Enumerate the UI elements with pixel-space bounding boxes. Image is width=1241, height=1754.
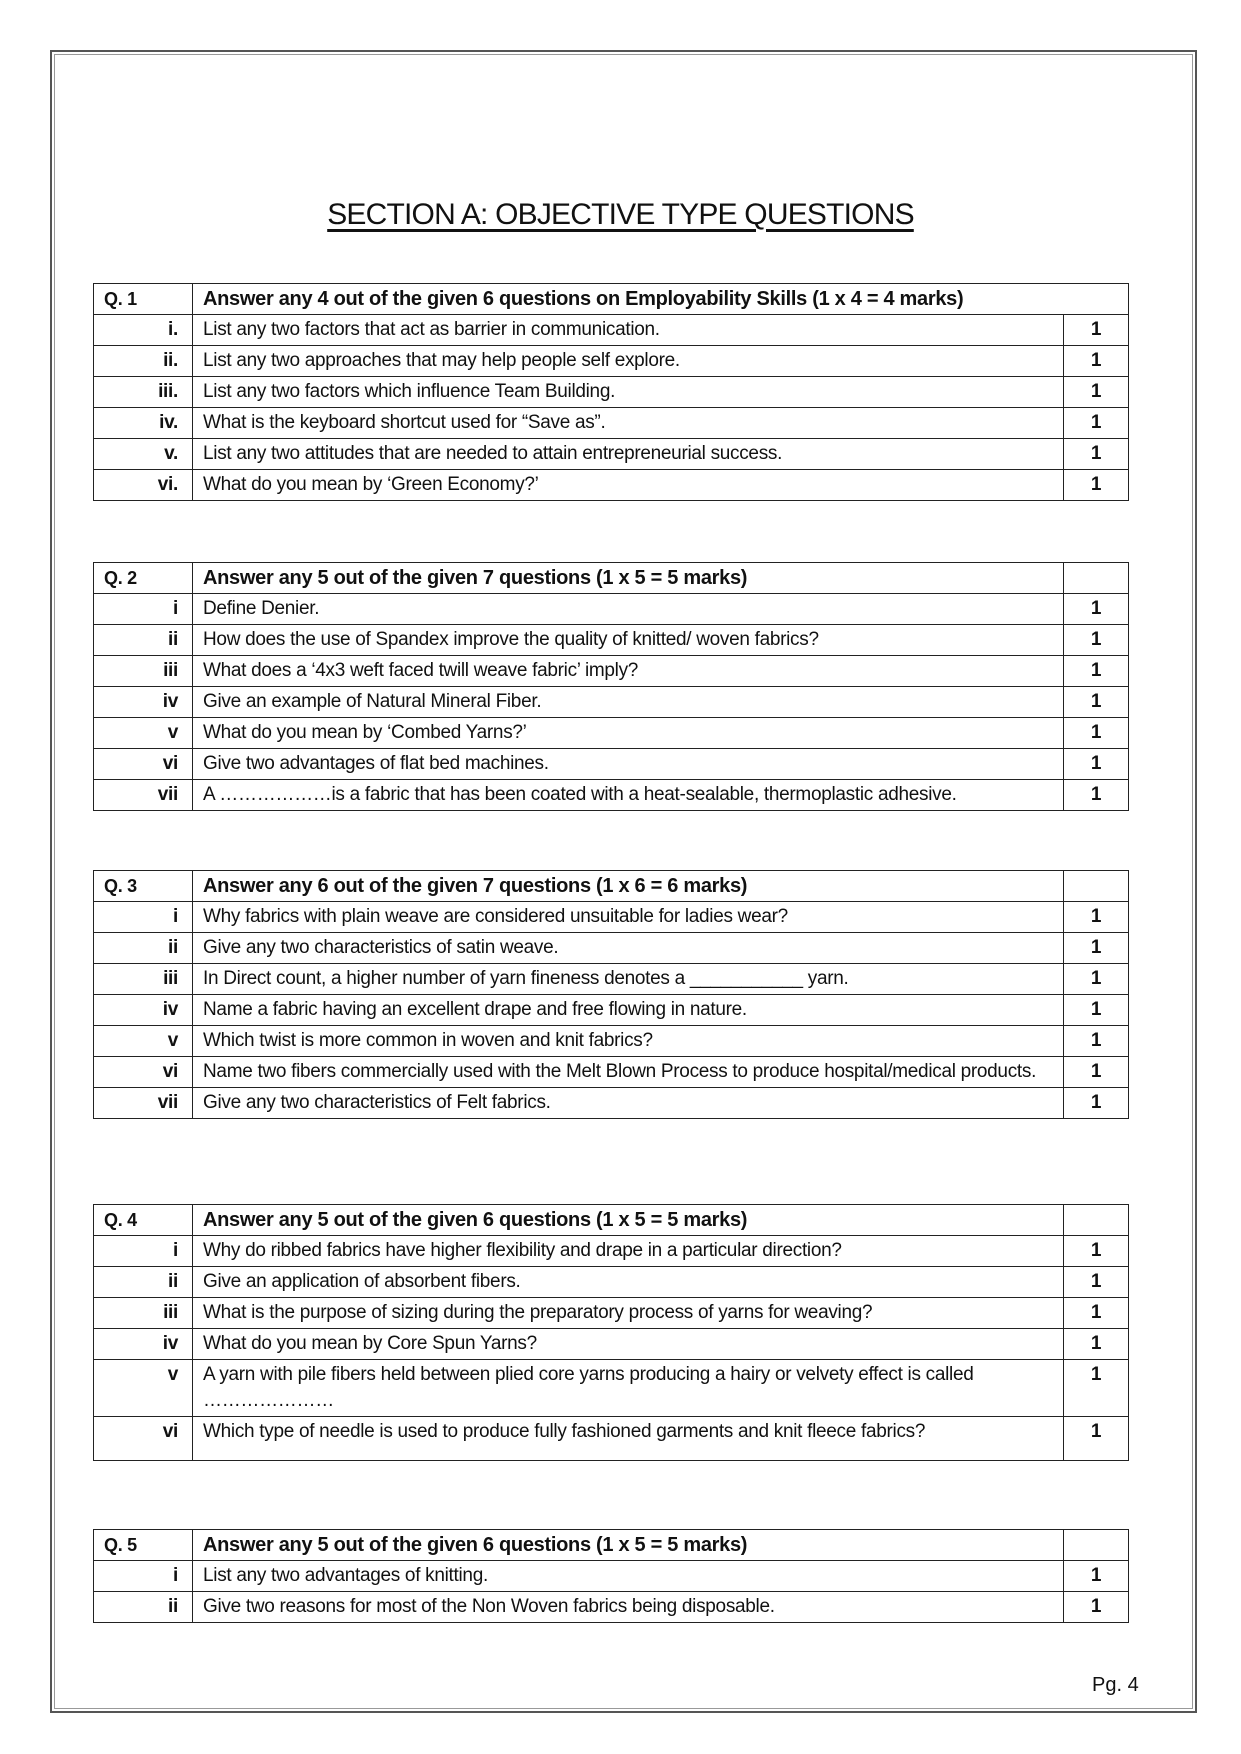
item-marks: 1 — [1064, 933, 1129, 964]
table-row — [94, 780, 1129, 811]
item-text: What do you mean by ‘Green Economy?’ — [193, 470, 1064, 501]
item-number: vi — [94, 749, 193, 780]
item-text: List any two factors which influence Team Building. — [193, 377, 1064, 408]
item-number: iv — [94, 1329, 193, 1360]
item-text: What do you mean by Core Spun Yarns? — [193, 1329, 1064, 1360]
item-text: What does a ‘4x3 weft faced twill weave fabric’ imply? — [193, 656, 1064, 687]
item-text: List any two factors that act as barrier in communication. — [193, 315, 1064, 346]
item-marks: 1 — [1064, 1088, 1129, 1119]
item-marks: 1 — [1064, 1236, 1129, 1267]
item-marks: 1 — [1064, 1417, 1129, 1461]
item-marks: 1 — [1064, 1267, 1129, 1298]
item-marks: 1 — [1064, 718, 1129, 749]
table-row — [94, 1592, 1129, 1623]
table-row — [94, 656, 1129, 687]
table-row — [94, 315, 1129, 346]
table-row — [94, 687, 1129, 718]
question-table-1 — [93, 283, 1129, 501]
table-row — [94, 1360, 1129, 1417]
item-number: i — [94, 902, 193, 933]
item-marks: 1 — [1064, 1360, 1129, 1417]
table-row — [94, 964, 1129, 995]
table-row — [94, 1329, 1129, 1360]
item-marks: 1 — [1064, 408, 1129, 439]
item-number: iv — [94, 995, 193, 1026]
table-row — [94, 718, 1129, 749]
item-number: vi — [94, 1417, 193, 1461]
item-marks: 1 — [1064, 377, 1129, 408]
item-text: A yarn with pile fibers held between plied core yarns producing a hairy or velvety effect is called ………………… — [193, 1360, 1064, 1417]
question-instruction: Answer any 5 out of the given 6 questions (1 x 5 = 5 marks) — [193, 1205, 1064, 1236]
item-text: Define Denier. — [193, 594, 1064, 625]
item-number: iii — [94, 964, 193, 995]
table-row — [94, 1088, 1129, 1119]
table-row — [94, 1236, 1129, 1267]
table-row — [94, 1417, 1129, 1461]
item-number: v — [94, 718, 193, 749]
item-text: List any two approaches that may help people self explore. — [193, 346, 1064, 377]
question-table-4 — [93, 1204, 1129, 1461]
item-text: Give any two characteristics of satin weave. — [193, 933, 1064, 964]
item-text: List any two advantages of knitting. — [193, 1561, 1064, 1592]
table-row — [94, 346, 1129, 377]
item-number: ii — [94, 933, 193, 964]
question-header — [94, 1205, 1129, 1236]
item-text: Name a fabric having an excellent drape and free flowing in nature. — [193, 995, 1064, 1026]
item-marks: 1 — [1064, 687, 1129, 718]
item-text: In Direct count, a higher number of yarn fineness denotes a ___________ yarn. — [193, 964, 1064, 995]
table-row — [94, 408, 1129, 439]
item-marks: 1 — [1064, 1026, 1129, 1057]
item-marks: 1 — [1064, 1329, 1129, 1360]
question-table-5 — [93, 1529, 1129, 1623]
item-text: Give two advantages of flat bed machines. — [193, 749, 1064, 780]
table-row — [94, 749, 1129, 780]
item-number: i — [94, 1561, 193, 1592]
table-row — [94, 1026, 1129, 1057]
item-marks: 1 — [1064, 625, 1129, 656]
item-number: i. — [94, 315, 193, 346]
page-number: Pg. 4 — [1092, 1674, 1139, 1696]
item-text: Give an example of Natural Mineral Fiber. — [193, 687, 1064, 718]
item-text: What is the keyboard shortcut used for “Save as”. — [193, 408, 1064, 439]
question-header — [94, 871, 1129, 902]
table-row — [94, 902, 1129, 933]
item-marks: 1 — [1064, 780, 1129, 811]
item-number: ii. — [94, 346, 193, 377]
item-number: iv — [94, 687, 193, 718]
item-text: What do you mean by ‘Combed Yarns?’ — [193, 718, 1064, 749]
table-row — [94, 995, 1129, 1026]
item-text: Give any two characteristics of Felt fabrics. — [193, 1088, 1064, 1119]
item-text: Why fabrics with plain weave are considered unsuitable for ladies wear? — [193, 902, 1064, 933]
item-marks: 1 — [1064, 656, 1129, 687]
table-row — [94, 1057, 1129, 1088]
item-text: Which type of needle is used to produce fully fashioned garments and knit fleece fabrics? — [193, 1417, 1064, 1461]
item-marks: 1 — [1064, 470, 1129, 501]
item-text: Which twist is more common in woven and knit fabrics? — [193, 1026, 1064, 1057]
item-number: i — [94, 594, 193, 625]
item-number: vi. — [94, 470, 193, 501]
section-title: SECTION A: OBJECTIVE TYPE QUESTIONS — [327, 198, 914, 231]
item-text: How does the use of Spandex improve the quality of knitted/ woven fabrics? — [193, 625, 1064, 656]
question-number: Q. 4 — [94, 1205, 193, 1236]
question-number: Q. 5 — [94, 1530, 193, 1561]
item-number: vii — [94, 1088, 193, 1119]
item-text: Give an application of absorbent fibers. — [193, 1267, 1064, 1298]
item-number: iii — [94, 1298, 193, 1329]
item-marks: 1 — [1064, 1592, 1129, 1623]
item-marks: 1 — [1064, 315, 1129, 346]
item-number: iv. — [94, 408, 193, 439]
item-number: ii — [94, 625, 193, 656]
question-number: Q. 2 — [94, 563, 193, 594]
item-marks: 1 — [1064, 346, 1129, 377]
question-number: Q. 1 — [94, 284, 193, 315]
table-row — [94, 377, 1129, 408]
question-header — [94, 284, 1129, 315]
table-row — [94, 594, 1129, 625]
item-marks: 1 — [1064, 964, 1129, 995]
table-row — [94, 1267, 1129, 1298]
question-instruction: Answer any 4 out of the given 6 questions on Employability Skills (1 x 4 = 4 marks) — [193, 284, 1129, 315]
item-number: ii — [94, 1267, 193, 1298]
item-number: v — [94, 1026, 193, 1057]
table-row — [94, 933, 1129, 964]
item-number: vi — [94, 1057, 193, 1088]
table-row — [94, 1561, 1129, 1592]
question-instruction: Answer any 5 out of the given 7 questions (1 x 5 = 5 marks) — [193, 563, 1064, 594]
item-marks: 1 — [1064, 902, 1129, 933]
table-row — [94, 1298, 1129, 1329]
item-marks: 1 — [1064, 995, 1129, 1026]
item-text: Name two fibers commercially used with the Melt Blown Process to produce hospital/medical products. — [193, 1057, 1064, 1088]
question-header — [94, 1530, 1129, 1561]
item-number: ii — [94, 1592, 193, 1623]
question-number: Q. 3 — [94, 871, 193, 902]
item-number: vii — [94, 780, 193, 811]
item-marks: 1 — [1064, 1298, 1129, 1329]
item-number: iii — [94, 656, 193, 687]
question-instruction: Answer any 6 out of the given 7 questions (1 x 6 = 6 marks) — [193, 871, 1064, 902]
question-table-3 — [93, 870, 1129, 1119]
item-marks: 1 — [1064, 1561, 1129, 1592]
item-marks: 1 — [1064, 1057, 1129, 1088]
item-marks: 1 — [1064, 749, 1129, 780]
item-text: A ………………is a fabric that has been coated with a heat-sealable, thermoplastic adhesive. — [193, 780, 1064, 811]
table-row — [94, 625, 1129, 656]
question-instruction: Answer any 5 out of the given 6 questions (1 x 5 = 5 marks) — [193, 1530, 1064, 1561]
item-number: i — [94, 1236, 193, 1267]
item-text: What is the purpose of sizing during the preparatory process of yarns for weaving? — [193, 1298, 1064, 1329]
item-marks: 1 — [1064, 594, 1129, 625]
item-number: v. — [94, 439, 193, 470]
item-text: List any two attitudes that are needed to attain entrepreneurial success. — [193, 439, 1064, 470]
table-row — [94, 470, 1129, 501]
item-marks: 1 — [1064, 439, 1129, 470]
item-text: Why do ribbed fabrics have higher flexibility and drape in a particular direction? — [193, 1236, 1064, 1267]
table-row — [94, 439, 1129, 470]
item-text: Give two reasons for most of the Non Woven fabrics being disposable. — [193, 1592, 1064, 1623]
question-header — [94, 563, 1129, 594]
item-number: iii. — [94, 377, 193, 408]
item-number: v — [94, 1360, 193, 1417]
question-table-2 — [93, 562, 1129, 811]
